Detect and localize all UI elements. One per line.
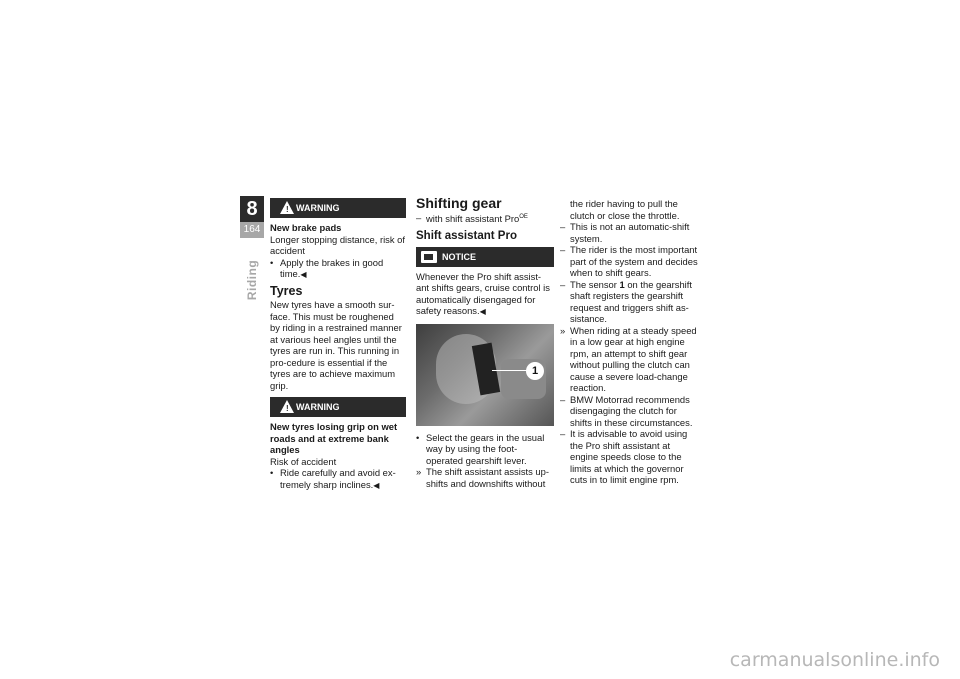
list-item: • Apply the brakes in good time.◀ xyxy=(270,256,384,279)
dash-item: – The sensor 1 on the gearshift shaft registers the gearshift request and triggers shift as-sistance. xyxy=(560,278,692,324)
notice-icon xyxy=(421,251,437,263)
notice-text: Whenever the Pro shift assist-ant shifts gears, cruise control is automatically disengaged for safety reasons.◀ xyxy=(416,270,550,317)
warning-text: Longer stopping distance, risk of accident xyxy=(270,233,405,256)
subheading: Shift assistant Pro xyxy=(416,230,517,243)
warning-title: New tyres losing grip on wet roads and at extreme bank angles xyxy=(270,421,398,455)
body-text: New tyres have a smooth sur-face. This must be roughened by riding in a restrained manner at various heel angles until the tyres are run in. This running in pro-cedure is essential if the tyres are to achieve maximum grip. xyxy=(270,299,402,391)
end-marker-icon: ◀ xyxy=(300,270,307,279)
warning-text: Risk of accident xyxy=(270,455,337,467)
result-item: » When riding at a steady speed in a low gear at high engine rpm, an attempt to shift gear without pulling the clutch can cause a severe load-change reaction. xyxy=(560,324,697,393)
callout-label: 1 xyxy=(526,362,544,380)
page-number: 164 xyxy=(240,222,264,238)
option-line: – with shift assistant Pro$^{OE}$ xyxy=(416,211,528,224)
warning-triangle-icon: ! xyxy=(280,400,294,413)
list-item: • Ride carefully and avoid ex-tremely sharp inclines.◀ xyxy=(270,467,396,490)
warning-banner: ! WARNING xyxy=(270,198,406,218)
warning-title: New brake pads xyxy=(270,222,342,233)
result-item: » The shift assistant assists up-shifts and downshifts without xyxy=(416,466,549,489)
list-item: • Select the gears in the usual way by using the foot-operated gearshift lever. xyxy=(416,431,545,466)
warning-banner: ! WARNING xyxy=(270,397,406,417)
dash-item: – BMW Motorrad recommends disengaging the clutch for shifts in these circumstances. xyxy=(560,393,693,428)
dash-item: – The rider is the most important part of the system and decides when to shift gears. xyxy=(560,244,698,278)
notice-banner: NOTICE xyxy=(416,247,554,267)
section-heading: Tyres xyxy=(270,283,303,298)
column-2 xyxy=(416,195,554,489)
chapter-tab xyxy=(240,196,264,301)
result-continued: the rider having to pull the clutch or close the throttle. xyxy=(570,198,680,221)
chapter-number: 8 xyxy=(240,196,264,222)
page-title: Shifting gear xyxy=(416,195,502,211)
dash-item: – This is not an automatic-shift system. xyxy=(560,221,690,244)
gearshift-sensor-photo xyxy=(416,324,554,426)
warning-triangle-icon: ! xyxy=(280,201,294,214)
watermark-text: carmanualsonline.info xyxy=(729,649,940,671)
end-marker-icon: ◀ xyxy=(479,307,486,317)
column-1 xyxy=(270,198,406,491)
dash-item: – It is advisable to avoid using the Pro shift assistant at engine speeds close to the limits at which the governor cuts in to limit engine rpm. xyxy=(560,428,688,485)
section-label: Riding xyxy=(245,259,259,301)
column-3 xyxy=(560,198,700,486)
end-marker-icon: ◀ xyxy=(373,480,380,490)
